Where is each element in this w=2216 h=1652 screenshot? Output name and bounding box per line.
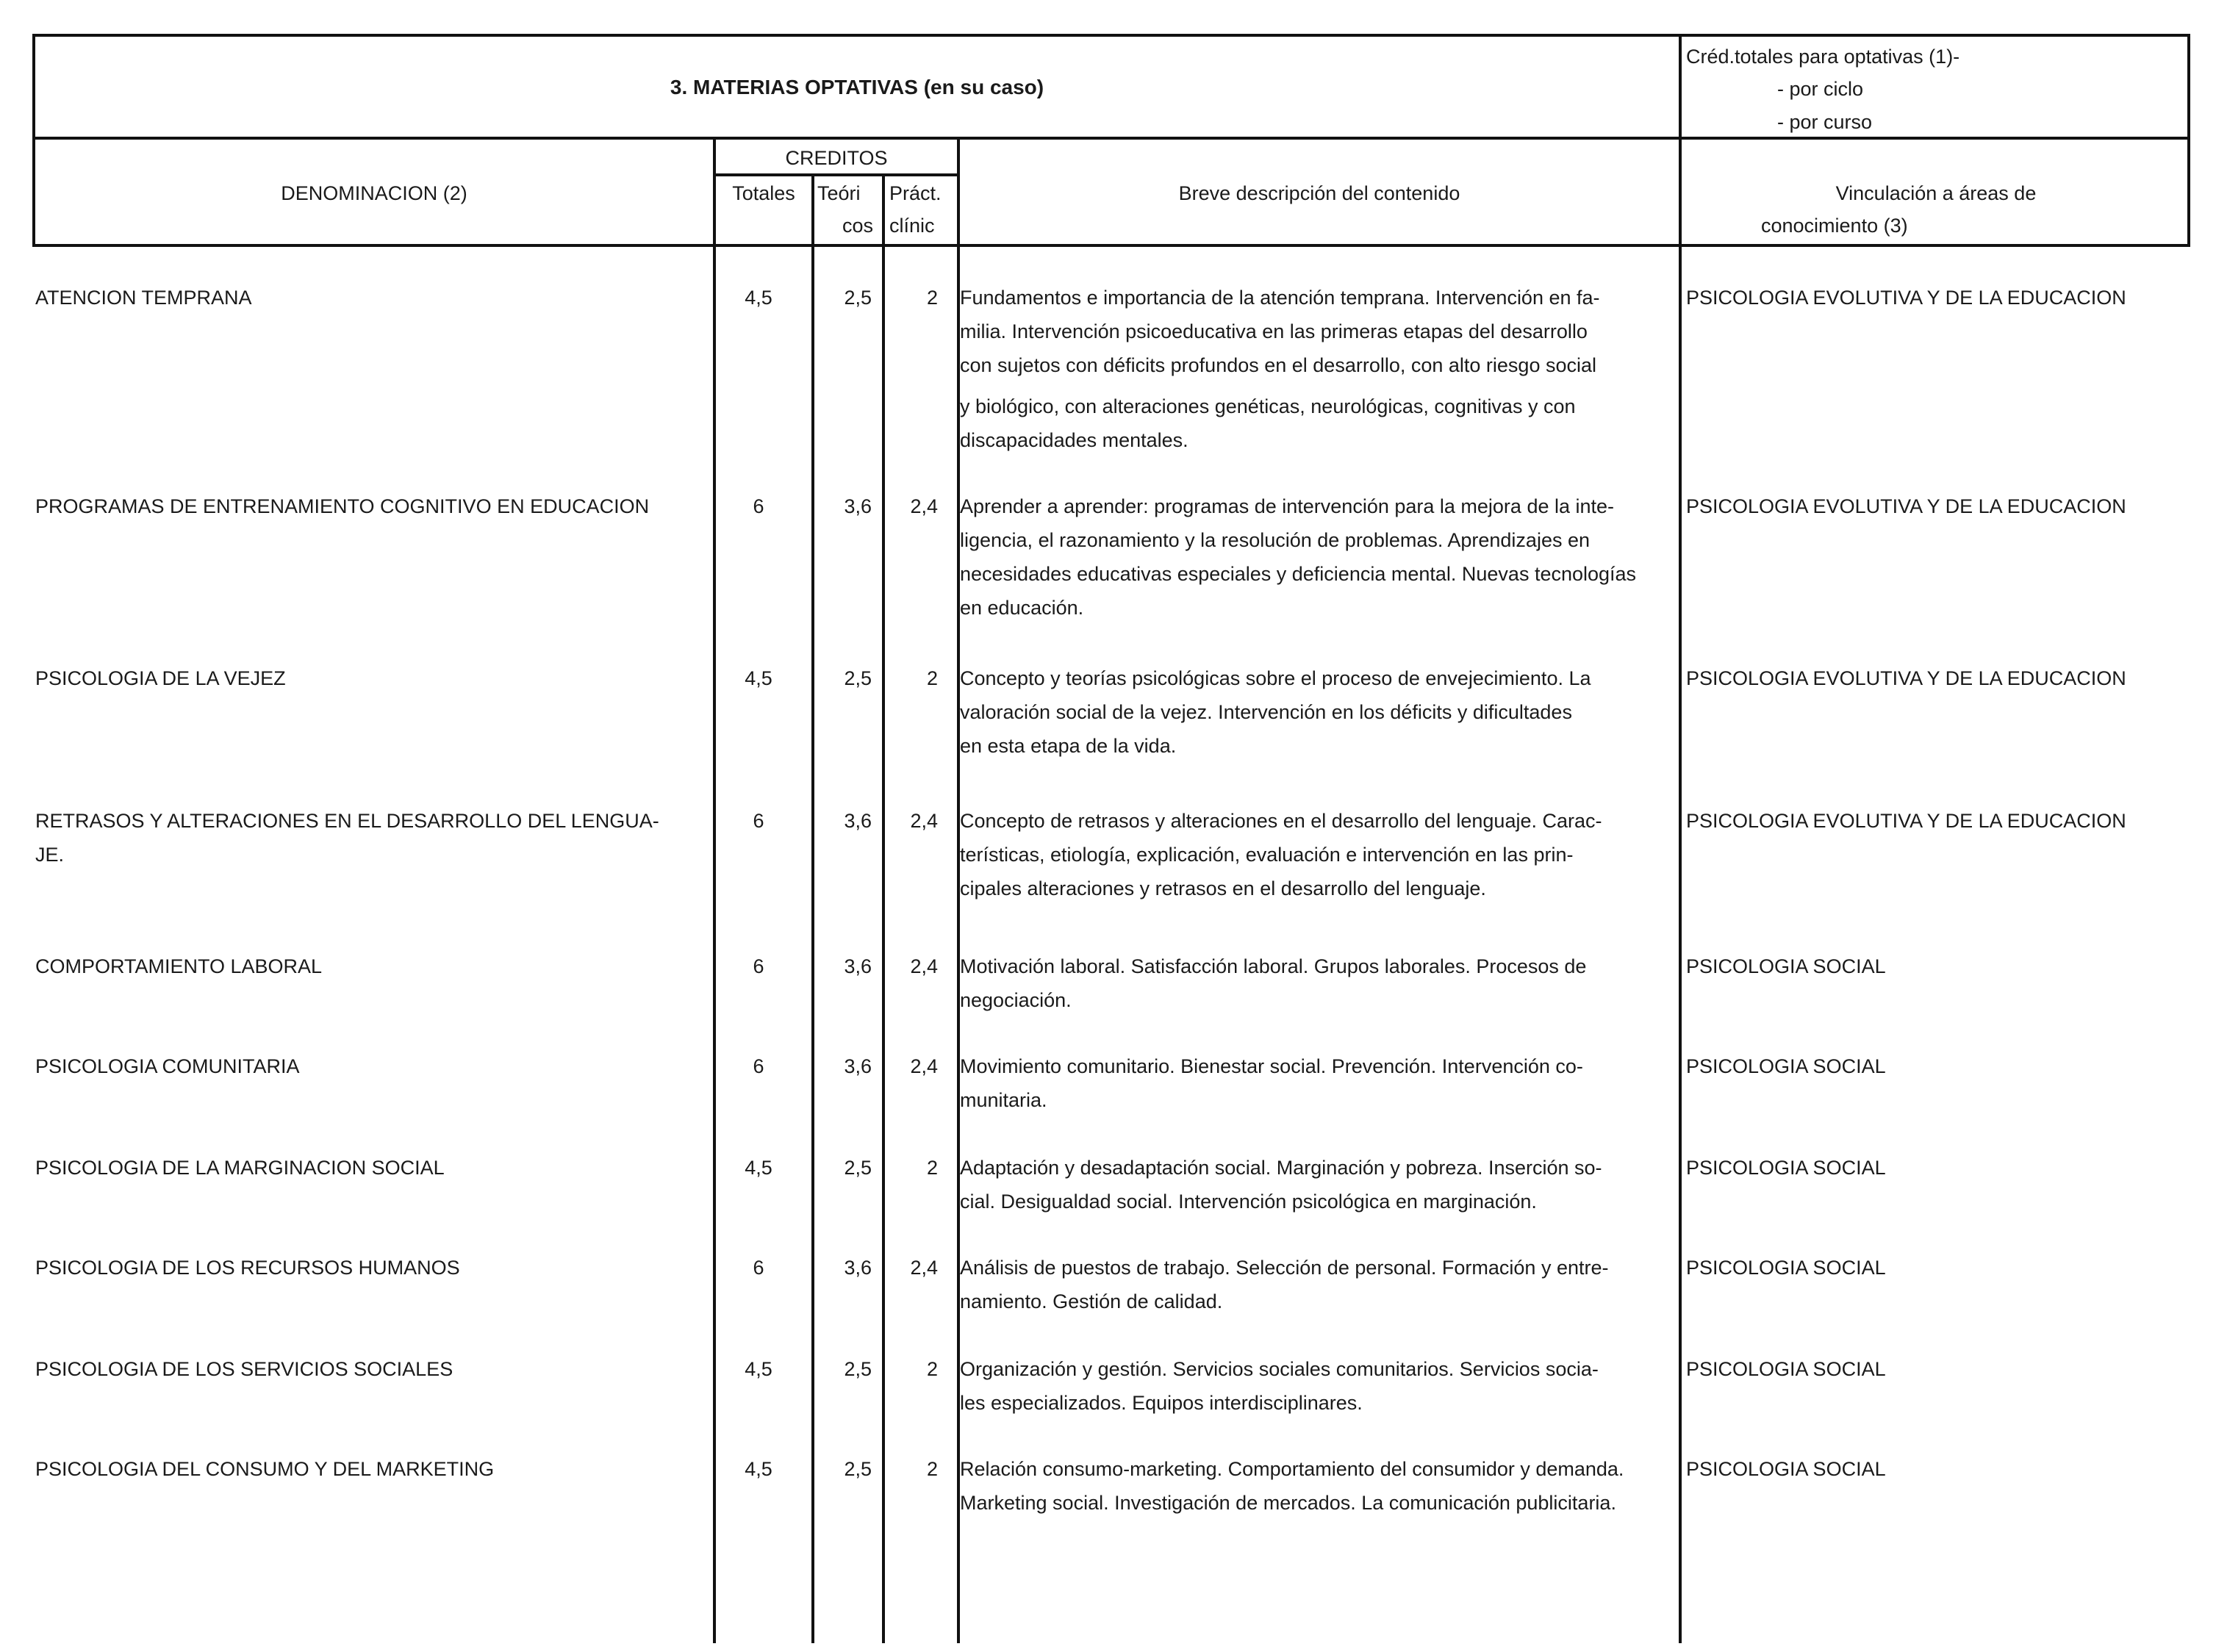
column-header-practicos-1: Práct. bbox=[889, 182, 942, 204]
row-descripcion-line: Marketing social. Investigación de mercados. La comunicación publicitaria. bbox=[960, 1492, 1616, 1514]
row-descripcion-line: Aprender a aprender: programas de intervención para la mejora de la inte- bbox=[960, 495, 1615, 517]
row-denominacion-line: PSICOLOGIA DEL CONSUMO Y DEL MARKETING bbox=[35, 1458, 495, 1480]
row-descripcion-line: Movimiento comunitario. Bienestar social. Prevención. Intervención co- bbox=[960, 1055, 1583, 1077]
row-vinculacion: PSICOLOGIA SOCIAL bbox=[1686, 1257, 1886, 1279]
row-teoricos: 3,6 bbox=[844, 810, 872, 832]
row-descripcion-line: Motivación laboral. Satisfacción laboral. Grupos laborales. Procesos de bbox=[960, 955, 1587, 977]
row-totales: 4,5 bbox=[745, 667, 772, 689]
row-denominacion bbox=[35, 1049, 682, 1083]
row-practicos: 2,4 bbox=[910, 955, 938, 977]
cred-totales-label: Créd.totales para optativas (1)- bbox=[1686, 46, 1960, 68]
row-practicos: 2,4 bbox=[910, 1055, 938, 1077]
column-header-denominacion: DENOMINACION (2) bbox=[281, 182, 467, 204]
row-descripcion-line: cial. Desigualdad social. Intervención psicológica en marginación. bbox=[960, 1190, 1537, 1213]
row-practicos: 2 bbox=[926, 1157, 938, 1179]
row-vinculacion: PSICOLOGIA EVOLUTIVA Y DE LA EDUCACION bbox=[1686, 810, 2126, 832]
row-descripcion bbox=[960, 1049, 1665, 1117]
row-denominacion-line: PSICOLOGIA DE LA MARGINACION SOCIAL bbox=[35, 1157, 445, 1179]
row-vinculacion: PSICOLOGIA SOCIAL bbox=[1686, 1458, 1886, 1480]
row-teoricos: 2,5 bbox=[844, 667, 872, 689]
row-teoricos: 3,6 bbox=[844, 955, 872, 977]
row-denominacion-line: PSICOLOGIA DE LA VEJEZ bbox=[35, 667, 286, 689]
row-practicos: 2,4 bbox=[910, 495, 938, 517]
column-header-practicos-2: clínic bbox=[889, 215, 935, 237]
row-descripcion-line: milia. Intervención psicoeducativa en las primeras etapas del desarrollo bbox=[960, 320, 1588, 342]
column-header-rule bbox=[32, 244, 2190, 247]
por-ciclo-label: - por ciclo bbox=[1777, 78, 1864, 100]
row-descripcion-line: cipales alteraciones y retrasos en el desarrollo del lenguaje. bbox=[960, 877, 1486, 899]
row-teoricos: 3,6 bbox=[844, 1055, 872, 1077]
section-title: 3. MATERIAS OPTATIVAS (en su caso) bbox=[670, 76, 1044, 98]
row-denominacion-line: PSICOLOGIA DE LOS SERVICIOS SOCIALES bbox=[35, 1358, 453, 1380]
row-denominacion-line: PSICOLOGIA DE LOS RECURSOS HUMANOS bbox=[35, 1257, 460, 1279]
column-header-creditos: CREDITOS bbox=[785, 147, 888, 169]
row-descripcion bbox=[960, 661, 1665, 763]
row-totales: 6 bbox=[753, 1257, 764, 1279]
row-descripcion-line: Concepto y teorías psicológicas sobre el proceso de envejecimiento. La bbox=[960, 667, 1591, 689]
row-descripcion-line: Análisis de puestos de trabajo. Selección de personal. Formación y entre- bbox=[960, 1257, 1609, 1279]
row-denominacion-line: PSICOLOGIA COMUNITARIA bbox=[35, 1055, 300, 1077]
row-teoricos: 2,5 bbox=[844, 1458, 872, 1480]
row-descripcion-line: discapacidades mentales. bbox=[960, 429, 1188, 451]
row-denominacion bbox=[35, 1251, 682, 1285]
row-totales: 6 bbox=[753, 495, 764, 517]
row-descripcion-line: en educación. bbox=[960, 597, 1084, 619]
row-descripcion-line: munitaria. bbox=[960, 1089, 1047, 1111]
row-descripcion-line: les especializados. Equipos interdisciplinares. bbox=[960, 1392, 1363, 1414]
row-totales: 4,5 bbox=[745, 1157, 772, 1179]
row-vinculacion: PSICOLOGIA SOCIAL bbox=[1686, 1157, 1886, 1179]
row-descripcion bbox=[960, 1151, 1665, 1218]
row-totales: 6 bbox=[753, 955, 764, 977]
row-vinculacion: PSICOLOGIA SOCIAL bbox=[1686, 1055, 1886, 1077]
table-left-border bbox=[32, 34, 35, 247]
row-descripcion-line: Adaptación y desadaptación social. Marginación y pobreza. Inserción so- bbox=[960, 1157, 1602, 1179]
header-divider bbox=[1679, 34, 1682, 1643]
row-descripcion-line: ligencia, el razonamiento y la resolución de problemas. Aprendizajes en bbox=[960, 529, 1590, 551]
row-totales: 4,5 bbox=[745, 1358, 772, 1380]
column-header-totales: Totales bbox=[732, 182, 795, 204]
row-descripcion-line: Relación consumo-marketing. Comportamiento del consumidor y demanda. bbox=[960, 1458, 1624, 1480]
row-vinculacion: PSICOLOGIA SOCIAL bbox=[1686, 1358, 1886, 1380]
row-totales: 4,5 bbox=[745, 287, 772, 309]
row-descripcion bbox=[960, 949, 1665, 1017]
col-line-teoricos bbox=[811, 173, 814, 1643]
row-vinculacion: PSICOLOGIA SOCIAL bbox=[1686, 955, 1886, 977]
row-descripcion-line: namiento. Gestión de calidad. bbox=[960, 1290, 1223, 1312]
row-practicos: 2,4 bbox=[910, 1257, 938, 1279]
row-denominacion-line: PROGRAMAS DE ENTRENAMIENTO COGNITIVO EN EDUCACION bbox=[35, 495, 650, 517]
column-header-teoricos-1: Teóri bbox=[817, 182, 861, 204]
row-denominacion bbox=[35, 281, 682, 315]
row-denominacion bbox=[35, 661, 682, 695]
row-practicos: 2 bbox=[926, 667, 938, 689]
row-totales: 6 bbox=[753, 810, 764, 832]
col-line-totales bbox=[713, 137, 716, 1643]
row-descripcion-line: con sujetos con déficits profundos en el desarrollo, con alto riesgo social bbox=[960, 354, 1596, 376]
por-curso-label: - por curso bbox=[1777, 111, 1873, 133]
row-teoricos: 2,5 bbox=[844, 287, 872, 309]
row-descripcion bbox=[960, 1251, 1665, 1318]
row-descripcion-line: en esta etapa de la vida. bbox=[960, 735, 1177, 757]
row-descripcion-line: necesidades educativas especiales y deficiencia mental. Nuevas tecnologías bbox=[960, 563, 1637, 585]
row-practicos: 2 bbox=[926, 1358, 938, 1380]
column-header-descripcion: Breve descripción del contenido bbox=[1178, 182, 1460, 204]
row-descripcion bbox=[960, 489, 1665, 625]
row-practicos: 2 bbox=[926, 1458, 938, 1480]
row-teoricos: 3,6 bbox=[844, 495, 872, 517]
column-header-vinculacion-1: Vinculación a áreas de bbox=[1835, 182, 2037, 204]
row-descripcion-line: valoración social de la vejez. Intervención en los déficits y dificultades bbox=[960, 701, 1572, 723]
row-descripcion bbox=[960, 1452, 1665, 1520]
row-teoricos: 3,6 bbox=[844, 1257, 872, 1279]
row-denominacion bbox=[35, 1452, 682, 1486]
row-vinculacion: PSICOLOGIA EVOLUTIVA Y DE LA EDUCACION bbox=[1686, 495, 2126, 517]
column-header-vinculacion-2: conocimiento (3) bbox=[1761, 215, 1908, 237]
row-descripcion-line: terísticas, etiología, explicación, evaluación e intervención en las prin- bbox=[960, 844, 1574, 866]
row-descripcion-line: y biológico, con alteraciones genéticas, neurológicas, cognitivas y con bbox=[960, 395, 1576, 417]
row-practicos: 2 bbox=[926, 287, 938, 309]
row-descripcion bbox=[960, 1352, 1665, 1420]
table-top-border bbox=[32, 34, 2190, 37]
row-descripcion-line: Concepto de retrasos y alteraciones en el desarrollo del lenguaje. Carac- bbox=[960, 810, 1602, 832]
row-teoricos: 2,5 bbox=[844, 1157, 872, 1179]
row-denominacion bbox=[35, 804, 682, 872]
row-vinculacion: PSICOLOGIA EVOLUTIVA Y DE LA EDUCACION bbox=[1686, 667, 2126, 689]
row-descripcion-line: Fundamentos e importancia de la atención temprana. Intervención en fa- bbox=[960, 287, 1600, 309]
row-descripcion bbox=[960, 281, 1665, 457]
row-denominacion-line: JE. bbox=[35, 844, 65, 866]
row-totales: 4,5 bbox=[745, 1458, 772, 1480]
row-totales: 6 bbox=[753, 1055, 764, 1077]
row-descripcion-line: Organización y gestión. Servicios sociales comunitarios. Servicios socia- bbox=[960, 1358, 1599, 1380]
table-right-border bbox=[2187, 34, 2190, 247]
row-denominacion bbox=[35, 489, 682, 523]
col-line-practicos bbox=[882, 173, 885, 1643]
row-denominacion bbox=[35, 949, 682, 983]
column-header-teoricos-2: cos bbox=[842, 215, 873, 237]
row-denominacion-line: ATENCION TEMPRANA bbox=[35, 287, 252, 309]
row-denominacion-line: COMPORTAMIENTO LABORAL bbox=[35, 955, 323, 977]
row-denominacion bbox=[35, 1352, 682, 1386]
row-denominacion bbox=[35, 1151, 682, 1185]
row-descripcion-line: negociación. bbox=[960, 989, 1072, 1011]
row-descripcion bbox=[960, 804, 1665, 905]
row-denominacion-line: RETRASOS Y ALTERACIONES EN EL DESARROLLO DEL LENGUA- bbox=[35, 810, 659, 832]
row-vinculacion: PSICOLOGIA EVOLUTIVA Y DE LA EDUCACION bbox=[1686, 287, 2126, 309]
row-practicos: 2,4 bbox=[910, 810, 938, 832]
row-teoricos: 2,5 bbox=[844, 1358, 872, 1380]
